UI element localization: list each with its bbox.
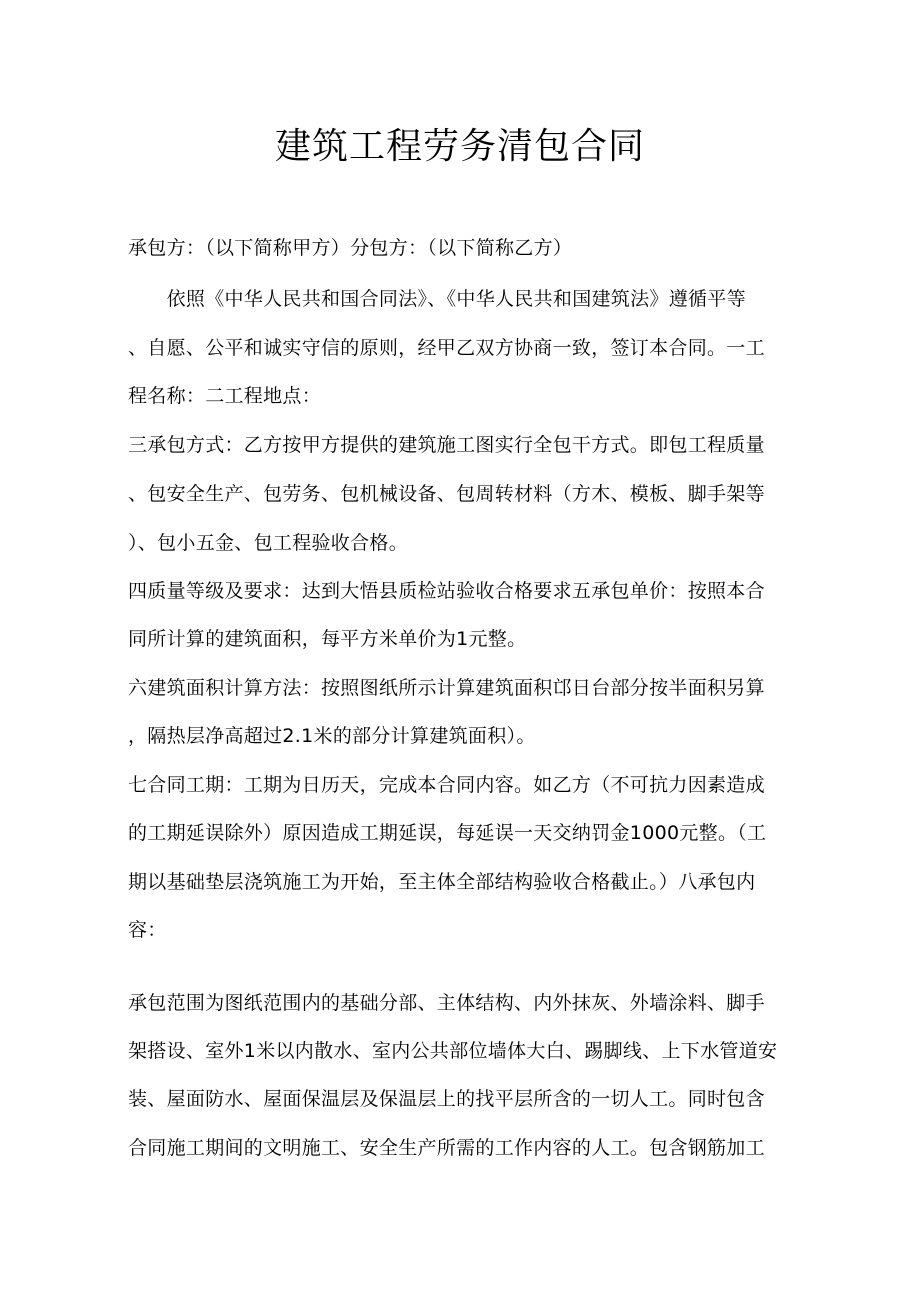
- text-line: 合同施工期间的文明施工、安全生产所需的工作内容的人工。包含钢筋加工: [128, 1137, 765, 1159]
- text-line: 装、屋面防水、屋面保温层及保温层上的找平层所含的一切人工。同时包含: [128, 1088, 765, 1110]
- text-line: 架搭设、室外1米以内散水、室内公共部位墙体大白、踢脚线、上下水管道安: [128, 1040, 778, 1062]
- text-line: 、自愿、公平和诚实守信的原则，经甲乙双方协商一致，签订本合同。一工: [128, 337, 765, 359]
- text-line: 程名称：二工程地点：: [128, 385, 322, 407]
- text-line: 三承包方式：乙方按甲方提供的建筑施工图实行全包干方式。即包工程质量: [128, 434, 765, 456]
- text-line: 承包方：（以下简称甲方）分包方：（以下简称乙方）: [128, 237, 573, 259]
- text-line: 同所计算的建筑面积，每平方米单价为1元整。: [128, 628, 527, 650]
- document-title: 建筑工程劳务清包合同: [274, 126, 645, 167]
- text-line: 、包安全生产、包劳务、包机械设备、包周转材料（方木、模板、脚手架等: [128, 483, 765, 505]
- text-line: 的工期延误除外）原因造成工期延误，每延误一天交纳罚金1000元整。（工: [128, 822, 767, 844]
- text-line: 六建筑面积计算方法：按照图纸所示计算建筑面积邙日台部分按半面积另算: [128, 677, 765, 699]
- text-line: ）、包小五金、包工程验收合格。: [128, 532, 409, 554]
- text-line: 四质量等级及要求：达到大悟县质检站验收合格要求五承包单价：按照本合: [128, 580, 765, 602]
- text-line: ，隔热层净高超过2.1米的部分计算建筑面积）。: [128, 725, 536, 747]
- text-line: 期以基础垫层浇筑施工为开始，至主体全部结构验收合格截止。）八承包内: [128, 871, 756, 893]
- text-line: 依照《中华人民共和国合同法》、《中华人民共和国建筑法》遵循平等: [128, 288, 746, 310]
- text-line: 容：: [128, 919, 167, 941]
- text-line: 承包范围为图纸范围内的基础分部、主体结构、内外抹灰、外墙涂料、脚手: [128, 992, 765, 1014]
- text-line: 七合同工期：工期为日历天，完成本合同内容。如乙方（不可抗力因素造成: [128, 774, 765, 796]
